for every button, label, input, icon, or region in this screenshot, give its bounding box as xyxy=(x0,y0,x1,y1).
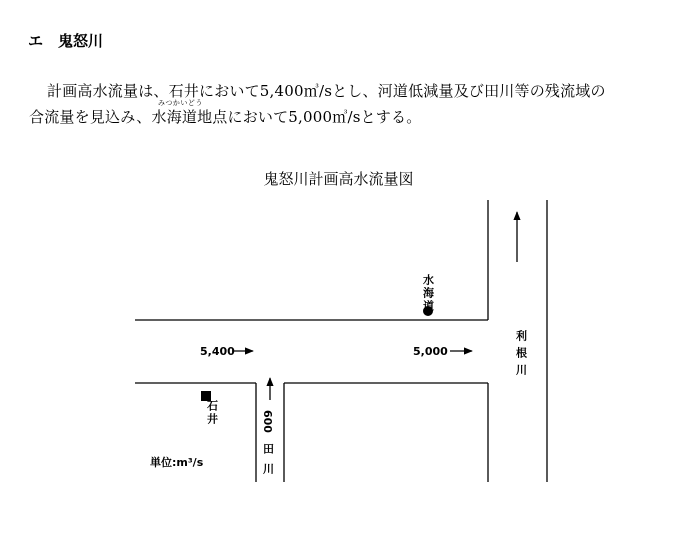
ruby-reading: みつかいどう xyxy=(158,99,203,107)
flow-downstream-value: 5,000 xyxy=(413,345,448,358)
section-heading: エ 鬼怒川 xyxy=(28,32,104,50)
tone-river-label: 利根川 xyxy=(514,330,528,381)
ishii-label: 石井 xyxy=(205,400,219,426)
tagawa-flow-value: 600 xyxy=(261,410,274,433)
flow-upstream-value: 5,400 xyxy=(200,345,235,358)
tagawa-label: 田川 xyxy=(261,443,275,483)
figure-title: 鬼怒川計画高水流量図 xyxy=(263,170,414,188)
paragraph-line-1: 計画高水流量は、石井において5,400㎥/sとし、河道低減量及び田川等の残流域の xyxy=(47,82,606,100)
mitsukaido-label: 水海道 xyxy=(421,274,435,313)
paragraph-line-2: 合流量を見込み、水海道地点において5,000㎥/sとする。 xyxy=(29,108,422,126)
unit-label: 単位:m³/s xyxy=(150,456,204,469)
